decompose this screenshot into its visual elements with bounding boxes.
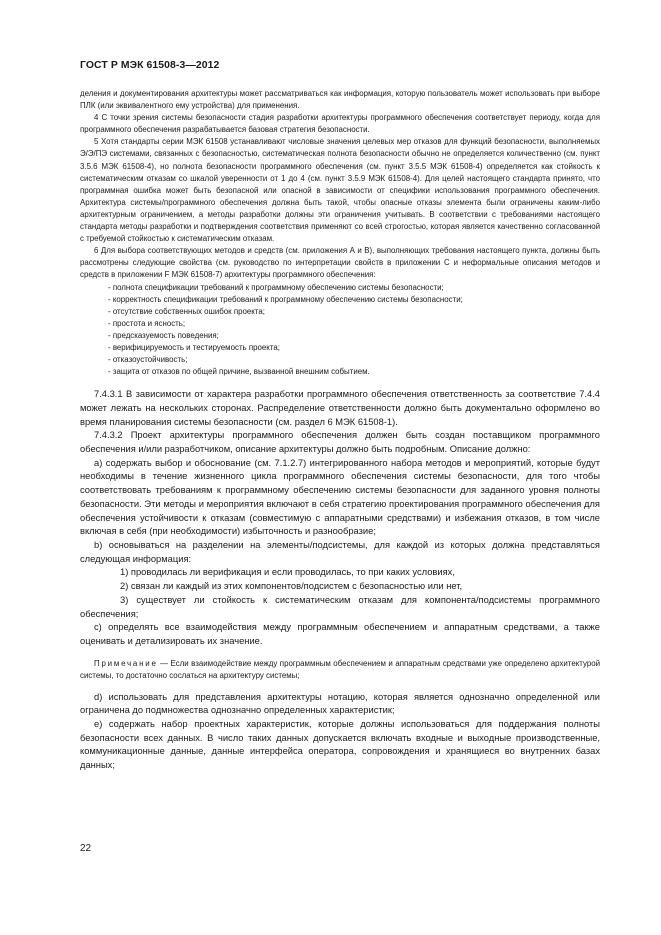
note-label: Примечание [94,658,158,668]
paragraph: деления и документирования архитектуры может рассматриваться как информация, которую пользователь может использовать при выборе ПЛК (или эквивалентного ему устройства) для применения. [80,89,600,111]
main-text-section [80,388,600,773]
list-item: - отказоустойчивость; [108,355,188,365]
list-item: - полнота спецификации требований к программному обеспечению системы безопасности; [108,282,444,292]
page-body [80,88,600,773]
page-number: 22 [80,843,92,854]
page-header: ГОСТ Р МЭК 61508-3—2012 [80,60,220,71]
item-a: а) содержать выбор и обоснование (см. 7.1.2.7) интегрированного набора методов и мероприятий, которые будут необходимы в течение жизненного цикла программного обеспечения системы безопасности, для того чтобы соответствовать требованиям к программному обеспечению системы безопасности для заданного уровня полноты безопасности. Эти методы и мероприятия включают в себя стратегию проектирования программного обеспечения для обеспечения устойчивости к отказам (совместимую с аппаратными средствами) и избежания отказов, в том числе включая в себя (при необходимости) избыточность и разнообразие; [80,457,600,537]
item-c: c) определять все взаимодействия между программным обеспечением и аппаратным средствами, а также оценивать и детализировать их значение. [80,622,600,646]
note-text: — Если взаимодействие между программным обеспечением и аппаратным средствами уже определено архитектурой системы, то достаточно сослаться на архитектуру системы; [80,658,600,680]
sub-item-2: 2) связан ли каждый из этих компонентов/подсистем с безопасностью или нет, [120,581,463,592]
list-item: - верифицируемость и тестируемость проекта; [108,342,280,352]
sub-item-1: 1) проводилась ли верификация и если проводилась, то при каких условиях, [120,567,455,578]
list-item: - отсутствие собственных ошибок проекта; [108,306,265,316]
list-item: - простота и ясность; [108,318,186,328]
small-text-section [80,88,600,378]
note-item-4: 4 С точки зрения системы безопасности стадия разработки архитектуры программного обеспечения соответствует периоду, когда для программного обеспечения разрабатывается базовая стратегия безопасности. [80,113,600,135]
item-d: d) использовать для представления архитектуры нотацию, которая является однозначно определенной или ограничена до подмножества однозначно определенных характеристик; [80,691,600,716]
list-item: - защита от отказов по общей причине, вызванной внешним событием. [108,367,370,377]
clause-7-4-3-2: 7.4.3.2 Проект архитектуры программного обеспечения должен быть создан поставщиком программного обеспечения и/или разработчиком, описание архитектуры должно быть подробным. Описание должно: [80,430,600,455]
note-block [80,658,600,682]
note-item-5: 5 Хотя стандарты серии МЭК 61508 устанавливают числовые значения целевых мер отказов для функций безопасности, выполняемых Э/Э/ПЭ системами, связанных с безопасностью, систематическая полнота безопасности обычно не определяется количественно (см. пункт 3.5.6 МЭК 61508-4), но полнота безопасности программного обеспечения (см. пункт 3.5.5 МЭК 61508-4) определяется как стойкость к систематическим отказам со шкалой уверенности от 1 до 4 (см. пункт 3.5.9 МЭК 61508-4). Для целей настоящего стандарта принято, что программная ошибка может быть безопасной или опасной в зависимости от специфики использования программного обеспечения. Архитектура системы/программного обеспечения должна быть такой, чтобы опасные отказы элемента были ограничены каким-либо архитектурным ограничением, а методы разработки должны эти ограничения учитывать. В соответствии с требованиями настоящего стандарта методы разработки и подтверждения соответствия применяют со всей строгостью, которая является качественно согласованной с требуемой стойкостью к систематическим отказам. [80,137,600,244]
list-item: - предсказуемость поведения; [108,330,219,340]
list-item: - корректность спецификации требований к программному обеспечению системы безопасности; [108,294,463,304]
item-e: e) содержать набор проектных характеристик, которые должны использоваться для поддержания полноты безопасности всех данных. В число таких данных допускается включать входные и выходные производственные, коммуникационные данные, данные интерфейса оператора, сопровождения и хранящиеся во внутренних базах данных; [80,719,600,771]
note-item-6: 6 Для выбора соответствующих методов и средств (см. приложения А и В), выполняющих требования настоящего пункта, должны быть рассмотрены следующие свойства (см. руководство по интерпретации свойств в приложении С и неформальные описания методов и средств в приложении F МЭК 61508-7) архитектуры программного обеспечения: [80,246,600,280]
note-paragraph [80,658,600,682]
item-b: b) основываться на разделении на элементы/подсистемы, для каждой из которых должна представляться следующая информация: [80,539,600,564]
clause-7-4-3-1: 7.4.3.1 В зависимости от характера разработки программного обеспечения ответственность за соответствие 7.4.4 может лежать на нескольких сторонах. Распределение ответственности должно быть документально оформлено во время планирования системы безопасности (см. раздел 6 МЭК 61508-1). [80,389,600,427]
sub-item-3: 3) существует ли стойкость к систематическим отказам для компонента/подсистемы программного обеспечения; [80,594,600,619]
